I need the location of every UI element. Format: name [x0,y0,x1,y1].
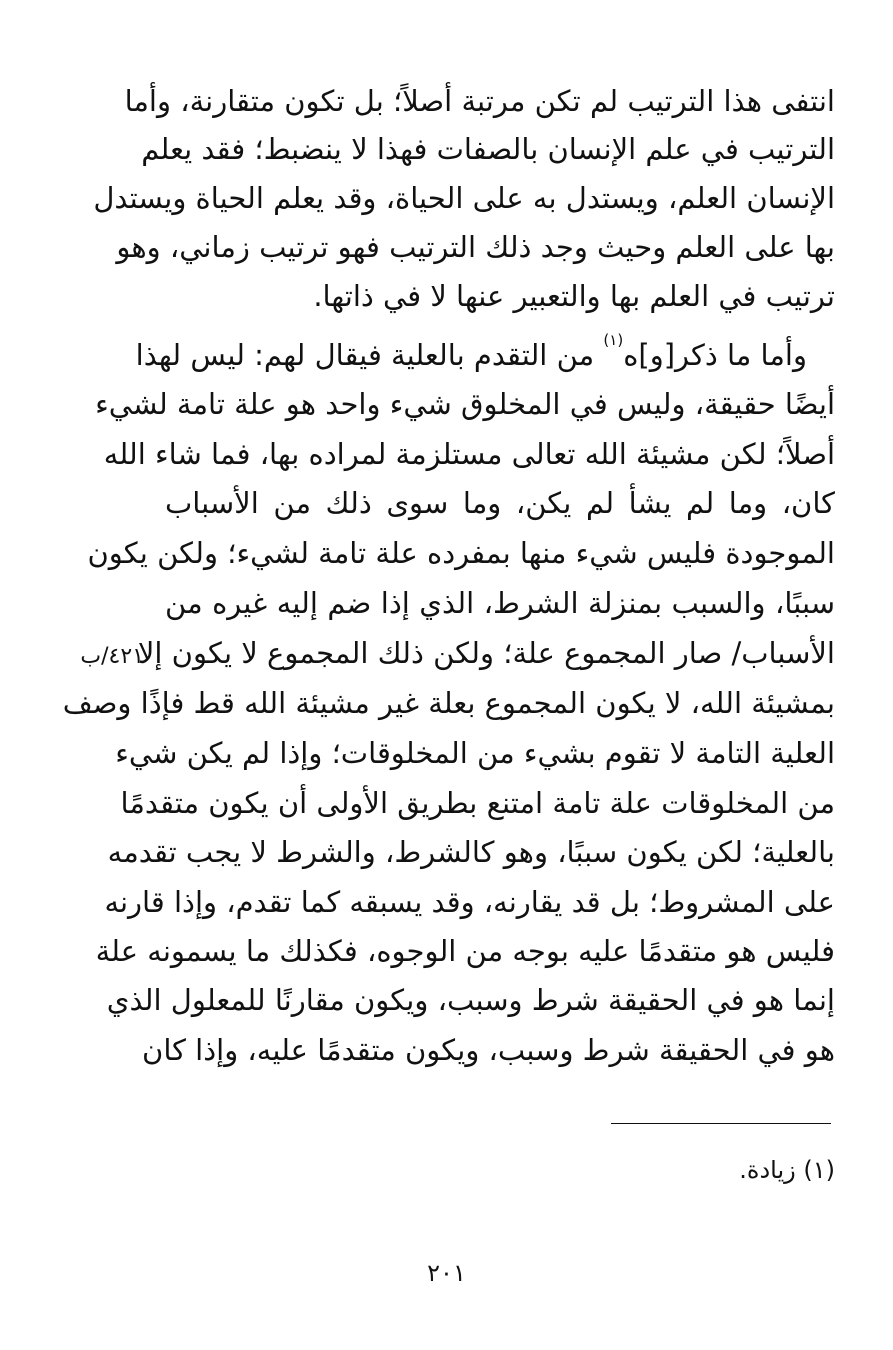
body-line-7: أيضًا حقيقة، وليس في المخلوق شيء واحد هو علة تامة لشيء [95,387,835,421]
body-line-5: ترتيب في العلم بها والتعبير عنها لا في ذاتها. [313,279,835,313]
body-line-18: فليس هو متقدمًا عليه بوجه من الوجوه، فكذلك ما يسمونه علة [95,934,835,968]
body-line-8: أصلاً؛ لكن مشيئة الله تعالى مستلزمة لمراده بها، فما شاء الله [103,437,835,471]
body-line-6 [135,331,835,377]
page-number: ٢٠١ [427,1259,466,1287]
body-line-4: بها على العلم وحيث وجد ذلك الترتيب فهو ترتيب زماني، وهو [116,230,835,264]
manuscript-folio-marker: ٤٢١/ب [80,644,144,669]
body-line-9: كان، وما لم يشأ لم يكن، وما سوى ذلك من الأسباب [165,486,835,520]
footnote-1: (١) زيادة. [739,1156,835,1184]
body-line-2: الترتيب في علم الإنسان بالصفات فهذا لا ينضبط؛ فقد يعلم [141,132,835,166]
body-line-19: إنما هو في الحقيقة شرط وسبب، ويكون مقارنًا للمعلول الذي [106,983,835,1017]
body-line-12: الأسباب/ صار المجموع علة؛ ولكن ذلك المجموع لا يكون إلا [137,636,835,670]
body-line-14: العلية التامة لا تقوم بشيء من المخلوقات؛ وإذا لم يكن شيء [115,736,835,770]
body-line-10: الموجودة فليس شيء منها بمفرده علة تامة لشيء؛ ولكن يكون [87,536,835,570]
body-line-6-end: من التقدم بالعلية فيقال لهم: ليس لهذا [135,338,604,372]
body-line-6-start: وأما ما ذكر[و]ه [623,338,807,372]
body-line-1: انتفى هذا الترتيب لم تكن مرتبة أصلاً؛ بل تكون متقارنة، وأما [124,84,835,118]
body-line-17: على المشروط؛ بل قد يقارنه، وقد يسبقه كما تقدم، وإذا قارنه [104,885,835,919]
body-line-3: الإنسان العلم، ويستدل به على الحياة، وقد يعلم الحياة ويستدل [93,181,835,215]
body-line-11: سببًا، والسبب بمنزلة الشرط، الذي إذا ضم إليه غيره من [165,586,835,620]
footnote-separator [611,1123,831,1124]
body-line-20: هو في الحقيقة شرط وسبب، ويكون متقدمًا عليه، وإذا كان [142,1033,835,1067]
body-line-15: من المخلوقات علة تامة امتنع بطريق الأولى أن يكون متقدمًا [120,786,835,820]
body-line-13: بمشيئة الله، لا يكون المجموع بعلة غير مشيئة الله قط فإذًا وصف [62,686,835,720]
body-line-16: بالعلية؛ لكن يكون سببًا، وهو كالشرط، والشرط لا يجب تقدمه [107,835,835,869]
footnote-reference: (١) [603,331,624,349]
